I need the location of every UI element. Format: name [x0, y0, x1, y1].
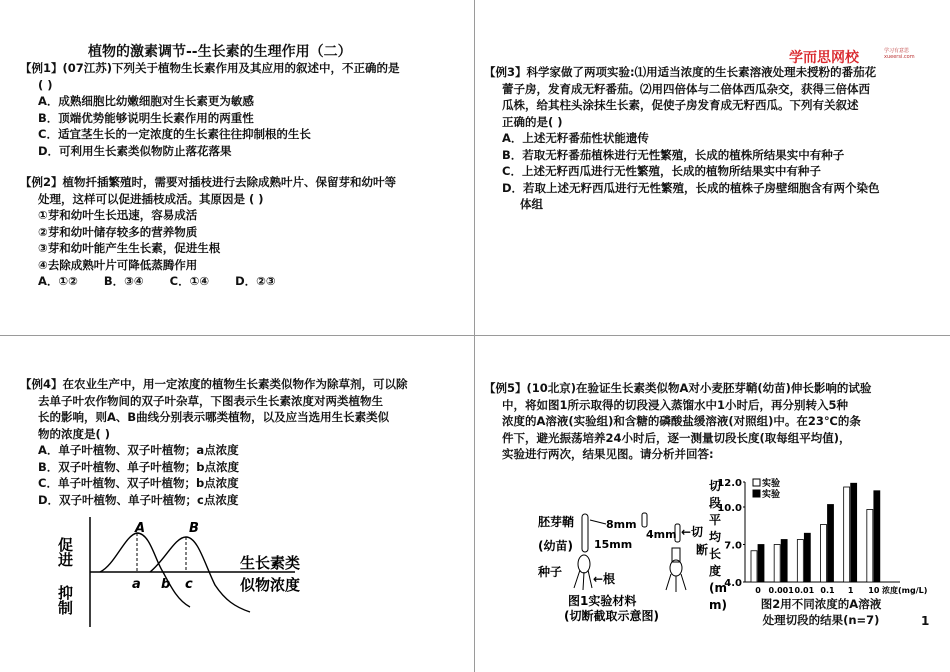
fig1-cut-arrow-label: ←切 — [681, 525, 704, 539]
vertical-divider — [474, 0, 475, 672]
q4-point-a: a — [132, 577, 141, 592]
q4-line-1: 【例4】在农业生产中，用一定浓度的植物生长素类似物作为除草剂，可以除 — [20, 377, 408, 391]
chart-x-tick-label: 10 — [868, 586, 880, 595]
fig1-roots-2 — [666, 574, 686, 592]
legend-swatch-2 — [753, 490, 760, 497]
q2-choice-d: D．②③ — [235, 274, 276, 288]
q4-y-negative-label: 抑制 — [56, 585, 74, 615]
question-3 — [484, 64, 946, 213]
fig1-len-15mm: 15mm — [594, 538, 633, 551]
q5-line-2: 中，将如图1所示取得的切段浸入蒸馏水中1小时后，再分别转入5种 — [502, 397, 849, 412]
q2-item-4: ④去除成熟叶片可降低蒸腾作用 — [38, 257, 198, 272]
chart-bar-1 — [774, 545, 780, 583]
chart-bar-2 — [874, 491, 880, 582]
q2-item-3: ③芽和幼叶能产生生长素，促进生根 — [38, 241, 221, 255]
chart-bar-1 — [844, 487, 850, 582]
question-2 — [20, 174, 470, 290]
q3-line-3: 瓜株，给其柱头涂抹生长素，促使子房发育成无籽西瓜。下列有关叙述 — [502, 98, 859, 112]
q5-figure-1 — [538, 508, 728, 623]
q1-stem-2: ( ) — [38, 77, 53, 92]
q5-line-1: 【例5】(10北京)在验证生长素类似物A对小麦胚芽鞘(幼苗)伸长影响的试验 — [484, 381, 872, 395]
q3-line-2: 蕾子房，发育成无籽番茄。⑵用四倍体与二倍体西瓜杂交，获得三倍体西 — [502, 81, 870, 96]
q4-point-c: c — [185, 577, 193, 592]
q3-option-c: C．上述无籽西瓜进行无性繁殖，长成的植物所结果实中有种子 — [502, 164, 821, 178]
page-title: 植物的激素调节--生长素的生理作用（二） — [88, 44, 352, 60]
q2-stem-2: 处理，这样可以促进插枝成活。其原因是 ( ) — [38, 191, 264, 206]
q3-option-b: B．若取无籽番茄植株进行无性繁殖，长成的植株所结果实中有种子 — [502, 147, 845, 162]
chart-ylabel-7: (m — [709, 581, 727, 595]
page-number: 1 — [921, 614, 930, 628]
fig1-coleoptile-label: 胚芽鞘 — [538, 515, 575, 529]
logo: 学而思网校 — [789, 50, 859, 66]
fig1-root-label: ←根 — [593, 572, 616, 586]
q4-option-d: D．双子叶植物、单子叶植物；c点浓度 — [38, 492, 239, 507]
fig1-caption-1: 图1实验材料 — [568, 594, 637, 608]
q4-option-b: B．双子叶植物、单子叶植物；b点浓度 — [38, 459, 239, 474]
q2-choice-c: C．①④ — [169, 274, 210, 288]
logo-subtitle — [884, 48, 915, 60]
fig2-caption-1: 图2用不同浓度的A溶液 — [760, 597, 882, 611]
chart-y-tick-label: 4.0 — [724, 578, 742, 589]
fig1-len-8mm: 8mm — [606, 518, 637, 531]
fig1-coleoptile-shape — [582, 514, 588, 552]
chart-bar-2 — [804, 533, 810, 582]
q5-line-3: 浓度的A溶液(实验组)和含糖的磷酸盐缓溶液(对照组)中。在23℃的条 — [502, 414, 861, 428]
q2-item-2: ②芽和幼叶储存较多的营养物质 — [38, 224, 198, 239]
fig2-caption-2: 处理切段的结果(n=7) — [762, 613, 880, 627]
q1-option-a: A．成熟细胞比幼嫩细胞对生长素更为敏感 — [38, 94, 254, 108]
chart-bar-1 — [751, 551, 757, 582]
fig1-seed-label: 种子 — [538, 565, 563, 579]
q4-line-4: 物的浓度是( ) — [38, 426, 111, 441]
chart-bar-1 — [797, 540, 803, 583]
q1-option-c: C．适宜茎生长的一定浓度的生长素往往抑制根的生长 — [38, 127, 311, 141]
q5-line-4: 件下，避光振荡培养24小时后，逐一测量切段长度(取每组平均值)， — [502, 430, 851, 445]
q4-line-3: 长的影响，则A、B曲线分别表示哪类植物，以及应当选用生长素类似 — [38, 410, 390, 424]
chart-y-tick-label: 10.0 — [717, 503, 742, 514]
chart-x-label: 浓度(mg/L) — [882, 586, 928, 595]
q3-option-d-2: 体组 — [520, 197, 543, 211]
question-5 — [484, 380, 946, 463]
chart-ylabel-2: 段 — [709, 496, 722, 510]
fig2-caption — [736, 596, 906, 628]
chart-bar-1 — [867, 510, 873, 583]
fig1-caption-2: (切断截取示意图) — [564, 609, 659, 623]
q3-option-a: A．上述无籽番茄性状能遗传 — [502, 131, 649, 145]
q4-option-a: A．单子叶植物、双子叶植物；a点浓度 — [38, 443, 239, 457]
fig1-cut-label: 断 — [696, 543, 709, 557]
question-1 — [20, 60, 470, 159]
q5-line-5: 实验进行两次，结果见图。请分析并回答: — [502, 447, 714, 461]
q2-choice-b: B．③④ — [103, 274, 144, 288]
q2-item-1: ①芽和幼叶生长迅速，容易成活 — [38, 208, 198, 222]
chart-ylabel-3: 平 — [709, 513, 722, 527]
chart-ylabel-5: 长 — [709, 547, 722, 561]
q4-x-label-2: 似物浓度 — [240, 576, 301, 594]
legend-label-2: 实验 — [762, 490, 781, 500]
chart-x-tick-label: 0.01 — [794, 586, 815, 595]
q3-line-1: 【例3】科学家做了两项实验:⑴用适当浓度的生长素溶液处理未授粉的番茄花 — [484, 65, 877, 79]
chart-y-tick-label: 7.0 — [724, 540, 742, 552]
q2-choice-a: A．①② — [38, 274, 78, 288]
fig1-len-4mm: 4mm — [646, 528, 677, 541]
chart-ylabel-1: 切 — [709, 479, 722, 493]
legend-label-1: 实验 — [762, 479, 781, 489]
q2-choices — [20, 273, 470, 290]
chart-bar-1 — [821, 525, 827, 583]
q4-line-2: 去单子叶农作物间的双子叶杂草，下图表示生长素浓度对两类植物生 — [38, 393, 383, 408]
chart-x-tick-label: 0 — [755, 586, 761, 595]
chart-bar-2 — [851, 483, 857, 582]
chart-ylabel-4: 均 — [709, 530, 722, 544]
q3-option-d: D．若取上述无籽西瓜进行无性繁殖，长成的植株子房壁细胞含有两个染色 — [502, 180, 880, 195]
chart-x-tick-label: 1 — [847, 586, 854, 595]
q1-stem: 【例1】(07江苏)下列关于植物生长素作用及其应用的叙述中，不正确的是 — [20, 61, 400, 75]
chart-ylabel-6: 度 — [709, 564, 722, 578]
q4-growth-curve-figure — [55, 515, 385, 640]
q4-y-positive-label: 促进 — [56, 537, 74, 567]
chart-x-tick-label: 0.001 — [768, 586, 794, 595]
question-4 — [20, 376, 470, 508]
q4-option-c: C．单子叶植物、双子叶植物；b点浓度 — [38, 476, 239, 490]
q1-option-d: D．可利用生长素类似物防止落花落果 — [38, 143, 232, 158]
chart-x-tick-label: 0.1 — [820, 586, 835, 595]
q1-option-b: B．顶端优势能够说明生长素作用的两重性 — [38, 110, 254, 125]
fig1-seedling-label: (幼苗) — [538, 539, 573, 553]
chart-ylabel-8: m) — [709, 598, 727, 612]
q4-curve-a-label: A — [135, 521, 146, 536]
q4-curve-a — [100, 533, 190, 607]
q4-point-b: b — [161, 577, 171, 592]
fig1-arrow-1 — [590, 520, 606, 524]
logo-sub-2: xueersi.com — [884, 54, 915, 60]
q3-line-4: 正确的是( ) — [502, 114, 563, 129]
legend-swatch-1 — [753, 479, 760, 486]
logo-sub-1: 学习有意思 — [884, 48, 910, 54]
horizontal-divider — [0, 335, 950, 336]
chart-bar-2 — [828, 505, 834, 583]
chart-y-tick-label: 12.0 — [717, 478, 742, 489]
fig1-tip-piece — [642, 513, 647, 527]
chart-bar-2 — [758, 545, 764, 583]
q4-curve-b-label: B — [189, 521, 199, 536]
chart-bar-2 — [781, 540, 787, 583]
q4-x-label-1: 生长素类 — [240, 554, 301, 572]
q2-stem: 【例2】植物扦插繁殖时，需要对插枝进行去除成熟叶片、保留芽和幼叶等 — [20, 175, 396, 189]
